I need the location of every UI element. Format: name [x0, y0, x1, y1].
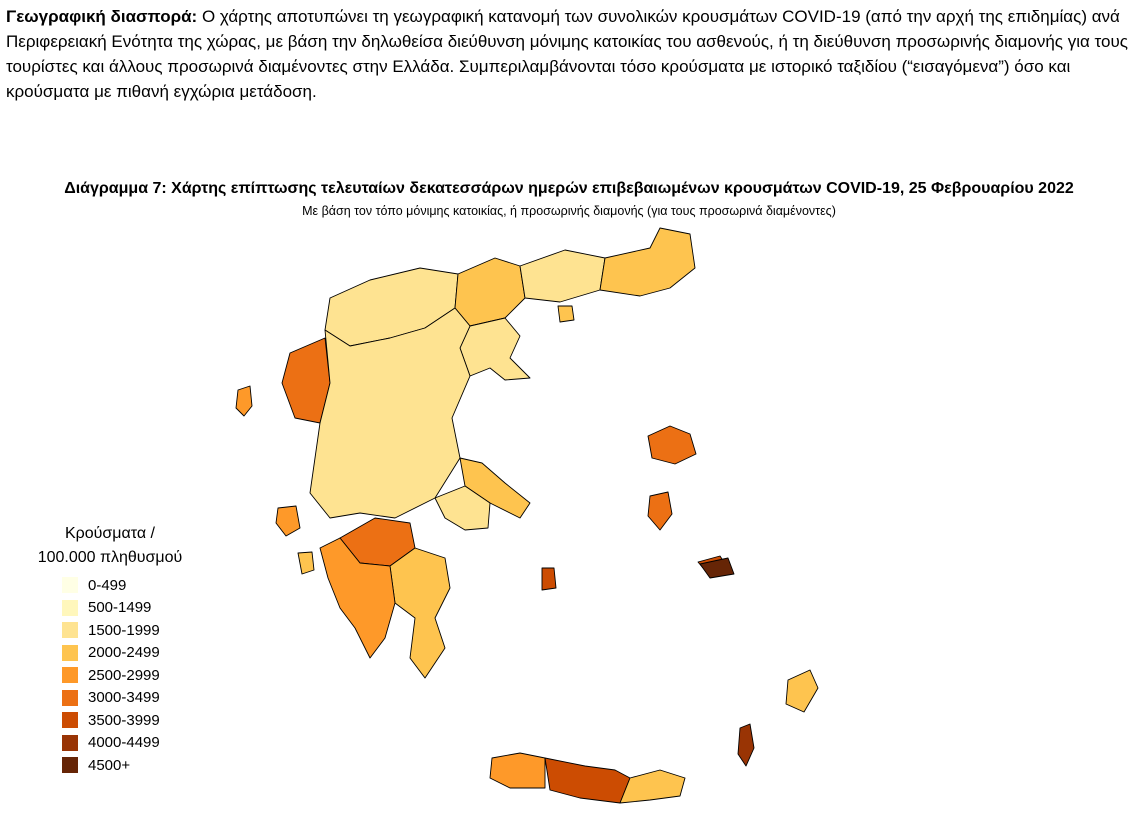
- region-mainland-north-central: [455, 258, 525, 326]
- region-rhodes: [786, 670, 818, 712]
- chart-title: Διάγραμμα 7: Χάρτης επίπτωσης τελευταίων δεκατεσσάρων ημερών επιβεβαιωμένων κρουσμάτων COVID-19, 25 Φεβρουαρίου 2022: [64, 180, 1074, 197]
- legend-label: 2000-2499: [88, 644, 160, 662]
- legend-swatch: [62, 735, 78, 751]
- legend-item: [62, 619, 220, 642]
- legend-item: [62, 597, 220, 620]
- chart-subtitle: Με βάση τον τόπο μόνιμης κατοικίας, ή προσωρινής διαμονής (για τους προσωρινά διαμένοντες): [302, 204, 836, 218]
- region-chalkidiki: [460, 318, 530, 380]
- region-corfu: [236, 386, 252, 416]
- intro-paragraph: [6, 4, 1132, 104]
- legend-title-line1: Κρούσματα /: [65, 525, 155, 542]
- region-peloponnese-south: [390, 548, 450, 678]
- greece-choropleth-map: [220, 218, 940, 828]
- legend-title: [30, 522, 190, 570]
- legend-swatch: [62, 757, 78, 773]
- legend-swatch: [62, 600, 78, 616]
- legend-label: 4500+: [88, 756, 131, 774]
- region-crete-west: [490, 753, 545, 788]
- region-thrace: [600, 228, 695, 296]
- legend-label: 0-499: [88, 576, 127, 594]
- region-thasos: [558, 306, 574, 322]
- legend-label: 3500-3999: [88, 711, 160, 729]
- legend-item: [62, 687, 220, 710]
- legend-label: 500-1499: [88, 599, 152, 617]
- legend-item: [62, 709, 220, 732]
- intro-label: Γεωγραφική διασπορά:: [6, 7, 198, 26]
- intro-text: Ο χάρτης αποτυπώνει τη γεωγραφική κατανομή των συνολικών κρουσμάτων COVID-19 (από την αρχή της επιδημίας) ανά Περιφερειακή Ενότητα της χώρας, με βάση την δηλωθείσα διεύθυνση μόνιμης κατοικίας του ασθενούς, ή τη διεύθυνση προσωρινής διαμονής για τους τουρίστες και άλλους προσωρινά διαμένοντες στην Ελλάδα. Συμπεριλαμβάνονται τόσο κρούσματα με ιστορικό ταξιδίου (“εισαγόμενα”) όσο και κρούσματα με πιθανή εγχώρια μετάδοση.: [6, 7, 1128, 101]
- legend-swatch: [62, 622, 78, 638]
- legend-label: 2500-2999: [88, 666, 160, 684]
- legend-swatch: [62, 690, 78, 706]
- legend-title-line2: 100.000 πληθυσμού: [37, 549, 183, 566]
- region-central-greece: [310, 308, 470, 518]
- legend-label: 1500-1999: [88, 621, 160, 639]
- legend-item: [62, 574, 220, 597]
- map-legend: [30, 522, 220, 777]
- region-zakynthos: [298, 552, 314, 574]
- region-karpathos: [738, 724, 754, 766]
- region-mainland-north-east: [520, 250, 605, 302]
- region-kefalonia: [276, 506, 300, 536]
- legend-item: [62, 664, 220, 687]
- legend-items: [30, 574, 220, 777]
- legend-label: 4000-4499: [88, 734, 160, 752]
- legend-item: [62, 754, 220, 777]
- region-crete-central: [545, 758, 630, 803]
- region-cyclades: [542, 568, 556, 590]
- legend-item: [62, 642, 220, 665]
- region-chios: [648, 492, 672, 530]
- region-crete-east: [620, 770, 685, 803]
- legend-swatch: [62, 667, 78, 683]
- legend-item: [62, 732, 220, 755]
- legend-swatch: [62, 577, 78, 593]
- legend-swatch: [62, 645, 78, 661]
- legend-label: 3000-3499: [88, 689, 160, 707]
- legend-swatch: [62, 712, 78, 728]
- region-lesvos: [648, 426, 696, 464]
